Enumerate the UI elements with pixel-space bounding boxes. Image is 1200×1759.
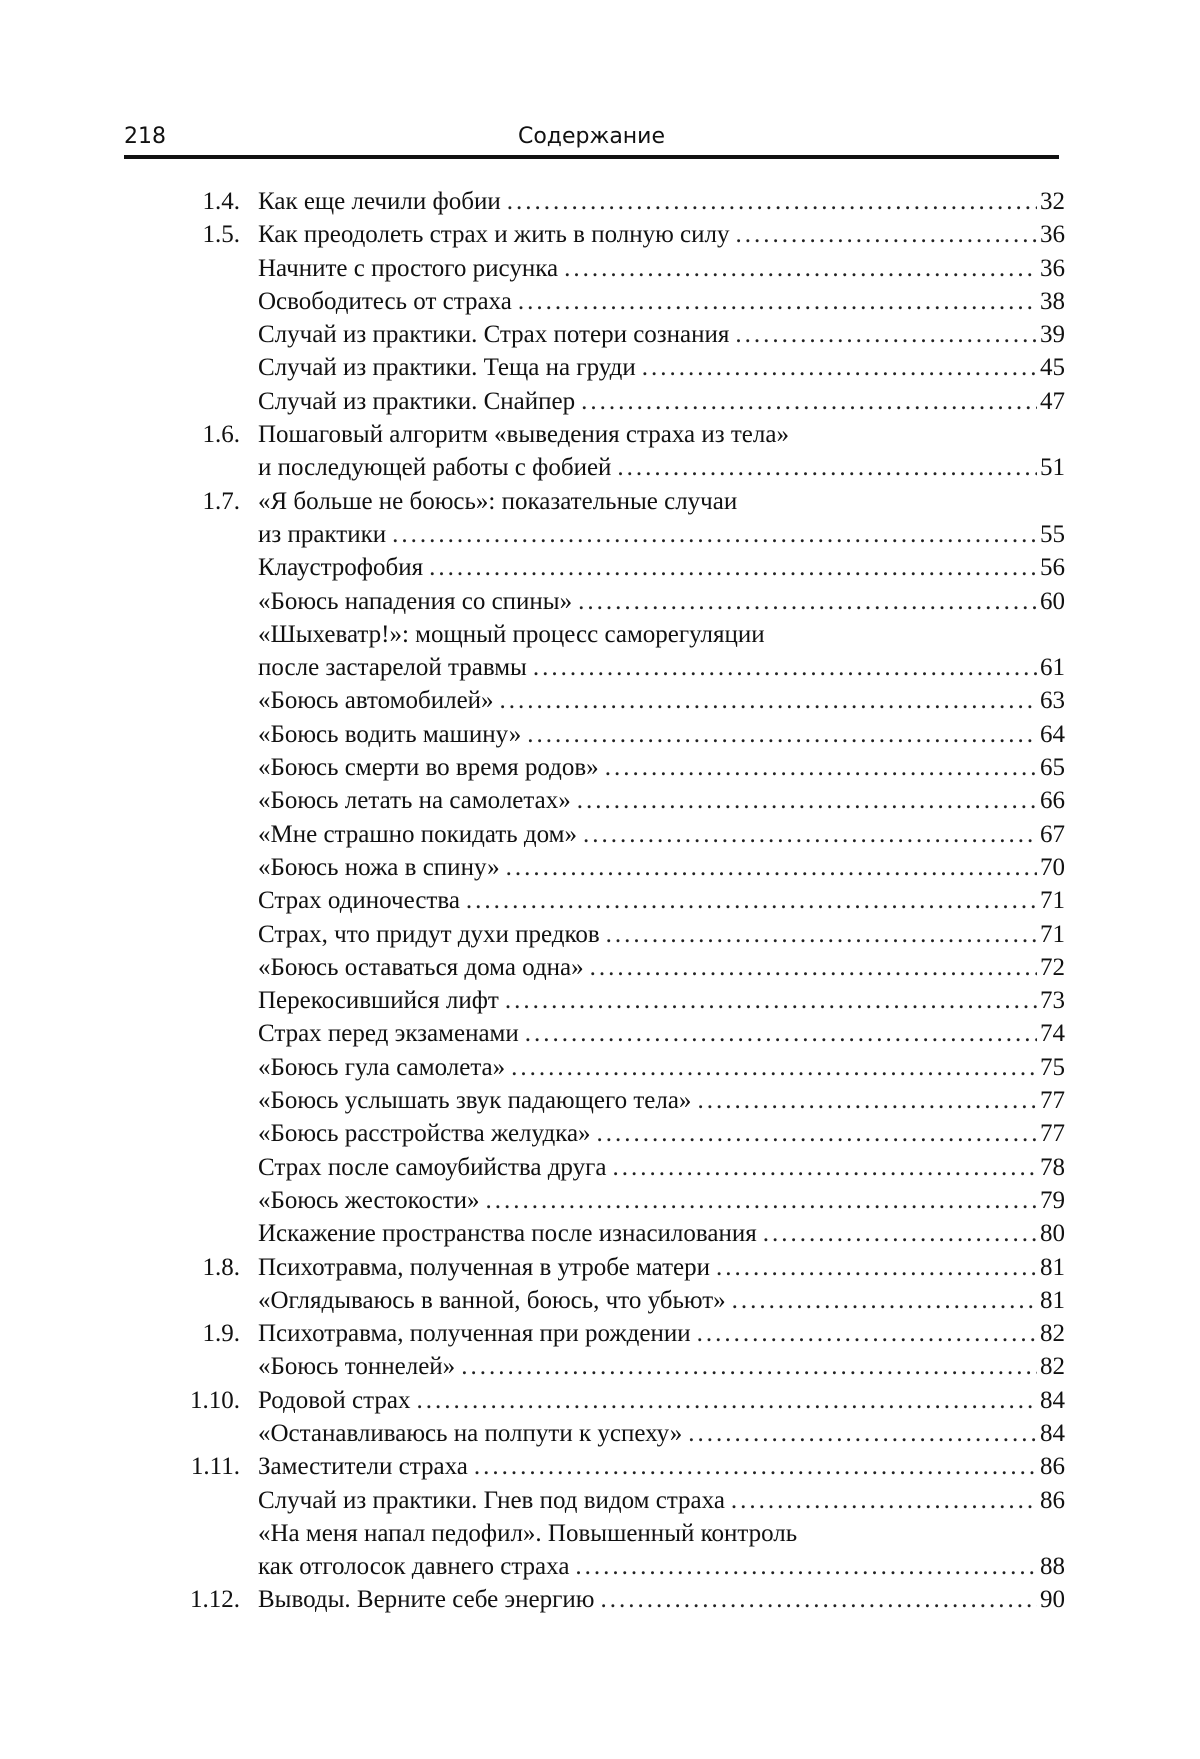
toc-entry-number: 1.8.: [202, 1253, 240, 1281]
toc-entry-page: 70: [1040, 853, 1065, 881]
toc-entry-line: [258, 318, 1065, 351]
toc-entry: [180, 218, 1065, 251]
toc-entry: [180, 918, 1065, 951]
toc-entry-line: [258, 1583, 1065, 1616]
toc-entry-title: «Боюсь смерти во время родов»: [258, 754, 599, 782]
toc-entry: [180, 1184, 1065, 1217]
toc-entry: [180, 551, 1065, 584]
toc-entry-line: [258, 1350, 1065, 1383]
toc-entry-page: 88: [1040, 1553, 1065, 1581]
dot-leader: [505, 1051, 1037, 1084]
toc-entry-page: 39: [1040, 321, 1065, 349]
toc-entry-title: Страх после самоубийства друга: [258, 1153, 607, 1181]
toc-entry-line: [258, 351, 1065, 384]
toc-entry-line: [258, 751, 1065, 784]
toc-entry-line: [258, 1384, 1065, 1417]
toc-entry-number: 1.7.: [202, 487, 240, 515]
toc-entry: [180, 252, 1065, 285]
dot-leader: [691, 1084, 1037, 1117]
toc-entry-page: 56: [1040, 554, 1065, 582]
toc-entry-line: [258, 951, 1065, 984]
toc-entry-page: 84: [1040, 1386, 1065, 1414]
toc-entry-title: «Боюсь автомобилей»: [258, 687, 494, 715]
toc-entry: [180, 818, 1065, 851]
toc-entry-title: «Я больше не боюсь»: показательные случаи: [258, 487, 738, 515]
toc-entry-page: 71: [1040, 920, 1065, 948]
toc-entry-line: [258, 1417, 1065, 1450]
toc-entry-title: Перекосившийся лифт: [258, 987, 499, 1015]
toc-entry-line: [258, 1550, 1065, 1583]
toc-entry: [180, 784, 1065, 817]
toc-entry: [180, 1450, 1065, 1483]
dot-leader: [569, 1550, 1037, 1583]
toc-entry-title: «На меня напал педофил». Повышенный контроль: [258, 1519, 798, 1547]
toc-entry-number: 1.11.: [190, 1453, 240, 1481]
toc-entry-number: 1.9.: [202, 1320, 240, 1348]
toc-entry-page: 80: [1040, 1220, 1065, 1248]
toc-entry-line: [258, 684, 1065, 717]
toc-entry: [180, 1517, 1065, 1550]
toc-entry-page: 77: [1040, 1087, 1065, 1115]
toc-entry-page: 71: [1040, 887, 1065, 915]
toc-entry: [180, 1550, 1065, 1583]
toc-entry-title: после застарелой травмы: [258, 654, 527, 682]
toc-entry-title: «Боюсь водить машину»: [258, 720, 522, 748]
running-title: Содержание: [517, 124, 666, 149]
toc-entry: [180, 1117, 1065, 1150]
toc-entry-title: Случай из практики. Снайпер: [258, 387, 576, 415]
toc-entry-title: «Боюсь услышать звук падающего тела»: [258, 1087, 692, 1115]
toc-entry: [180, 1017, 1065, 1050]
toc-entry-page: 61: [1040, 654, 1065, 682]
toc-entry-line: [258, 718, 1065, 751]
toc-entry-line: [258, 551, 1065, 584]
toc-entry-line: [258, 984, 1065, 1017]
toc-entry-title: Психотравма, полученная при рождении: [258, 1320, 691, 1348]
dot-leader: [423, 551, 1037, 584]
toc-entry-title: Освободитесь от страха: [258, 287, 512, 315]
toc-entry-title: Психотравма, полученная в утробе матери: [258, 1253, 711, 1281]
toc-entry: [180, 318, 1065, 351]
toc-entry-title: «Боюсь жестокости»: [258, 1186, 480, 1214]
toc-entry-page: 72: [1040, 953, 1065, 981]
toc-entry-title: Страх перед экзаменами: [258, 1020, 519, 1048]
toc-entry-line: [258, 285, 1065, 318]
toc-entry-number: 1.12.: [190, 1586, 240, 1614]
dot-leader: [468, 1450, 1037, 1483]
toc-entry-line: [258, 585, 1065, 618]
dot-leader: [594, 1583, 1037, 1616]
page-number: 218: [124, 124, 166, 149]
dot-leader: [521, 718, 1037, 751]
toc-entry: [180, 485, 1065, 518]
dot-leader: [599, 751, 1037, 784]
dot-leader: [527, 651, 1037, 684]
toc-entry-page: 84: [1040, 1419, 1065, 1447]
dot-leader: [636, 351, 1037, 384]
toc-entry: [180, 684, 1065, 717]
toc-entry-title: Страх одиночества: [258, 887, 460, 915]
toc-entry: [180, 851, 1065, 884]
toc-entry: [180, 1350, 1065, 1383]
toc-entry-line: [258, 1450, 1065, 1483]
running-header: [124, 118, 1059, 158]
toc-entry-title: Как еще лечили фобии: [258, 188, 501, 215]
toc-entry-title: Искажение пространства после изнасилования: [258, 1220, 757, 1248]
toc-entry-line: [258, 651, 1065, 684]
toc-entry-number: 1.4.: [202, 188, 240, 215]
toc-entry-line: [258, 385, 1065, 418]
toc-entry-line: [258, 1184, 1065, 1217]
toc-entry-page: 81: [1040, 1253, 1065, 1281]
toc-entry: [180, 1251, 1065, 1284]
toc-entry-title: «Боюсь летать на самолетах»: [258, 787, 571, 815]
dot-leader: [725, 1484, 1037, 1517]
dot-leader: [480, 1184, 1037, 1217]
toc-entry-title: «Боюсь тоннелей»: [258, 1353, 456, 1381]
toc-entry-title: и последующей работы с фобией: [258, 454, 612, 482]
dot-leader: [501, 185, 1037, 218]
toc-entry-page: 86: [1040, 1486, 1065, 1514]
toc-entry: [180, 951, 1065, 984]
toc-entry-line: [258, 185, 1065, 218]
toc-entry-title: «Мне страшно покидать дом»: [258, 820, 577, 848]
toc-entry: [180, 884, 1065, 917]
toc-entry: [180, 651, 1065, 684]
toc-entry-page: 79: [1040, 1186, 1065, 1214]
toc-entry-line: [258, 1251, 1065, 1284]
toc-entry-title: Выводы. Верните себе энергию: [258, 1586, 595, 1614]
toc-entry-page: 47: [1040, 387, 1065, 415]
toc-entry-page: 90: [1040, 1586, 1065, 1614]
dot-leader: [606, 1151, 1037, 1184]
toc-entry-line: [258, 252, 1065, 285]
dot-leader: [730, 218, 1038, 251]
toc-entry-page: 77: [1040, 1120, 1065, 1148]
toc-entry-page: 74: [1040, 1020, 1065, 1048]
toc-entry-line: [258, 818, 1065, 851]
toc-entry: [180, 751, 1065, 784]
toc-entry-title: «Боюсь оставаться дома одна»: [258, 953, 584, 981]
toc-entry-line: [258, 1151, 1065, 1184]
toc-entry-number: 1.6.: [202, 421, 240, 449]
toc-entry-line: [258, 1284, 1065, 1317]
dot-leader: [460, 884, 1037, 917]
toc-entry-page: 65: [1040, 754, 1065, 782]
toc-entry-line: [258, 1051, 1065, 1084]
toc-entry-title: «Боюсь ножа в спину»: [258, 853, 500, 881]
toc-entry: [180, 418, 1065, 451]
dot-leader: [455, 1350, 1037, 1383]
toc-entry: [180, 451, 1065, 484]
toc-entry-title: Родовой страх: [258, 1386, 411, 1414]
dot-leader: [591, 1117, 1037, 1150]
toc-entry-page: 64: [1040, 720, 1065, 748]
toc-entry-page: 63: [1040, 687, 1065, 715]
toc-entry-title: из практики: [258, 520, 387, 548]
toc-entry: [180, 618, 1065, 651]
toc-entry: [180, 1317, 1065, 1350]
dot-leader: [410, 1384, 1037, 1417]
toc-entry-line: [258, 485, 1065, 518]
toc-entry: [180, 1484, 1065, 1517]
toc-entry-title: Клаустрофобия: [258, 554, 424, 582]
toc-entry-page: 55: [1040, 520, 1065, 548]
toc-entry-page: 67: [1040, 820, 1065, 848]
toc-entry-title: «Боюсь гула самолета»: [258, 1053, 506, 1081]
toc-entry-page: 60: [1040, 587, 1065, 615]
toc-entry-page: 36: [1040, 254, 1065, 282]
toc-entry-title: Заместители страха: [258, 1453, 468, 1481]
dot-leader: [519, 1017, 1037, 1050]
toc-entry-line: [258, 618, 1065, 651]
dot-leader: [558, 252, 1037, 285]
toc-entry: [180, 1583, 1065, 1616]
toc-entry: [180, 351, 1065, 384]
toc-entry: [180, 1051, 1065, 1084]
toc-entry: [180, 1217, 1065, 1250]
toc-entry-title: Случай из практики. Гнев под видом страха: [258, 1486, 725, 1514]
toc-entry-page: 45: [1040, 354, 1065, 382]
toc-entry-page: 86: [1040, 1453, 1065, 1481]
toc-entry-line: [258, 918, 1065, 951]
toc-entry-line: [258, 1517, 1065, 1550]
toc-entry-title: Случай из практики. Страх потери сознания: [258, 321, 730, 349]
toc-entry: [180, 1284, 1065, 1317]
dot-leader: [572, 585, 1037, 618]
dot-leader: [726, 1284, 1037, 1317]
dot-leader: [691, 1317, 1037, 1350]
header-rule: [124, 155, 1059, 159]
toc-entry: [180, 385, 1065, 418]
toc-entry: [180, 718, 1065, 751]
dot-leader: [710, 1251, 1037, 1284]
toc-entry-title: Начните с простого рисунка: [258, 254, 559, 282]
toc-entry-page: 38: [1040, 287, 1065, 315]
toc-entry-page: 66: [1040, 787, 1065, 815]
toc-entry: [180, 518, 1065, 551]
dot-leader: [584, 951, 1037, 984]
toc-entry: [180, 1151, 1065, 1184]
toc-entry-line: [258, 451, 1065, 484]
dot-leader: [571, 784, 1037, 817]
toc-entry-title: Как преодолеть страх и жить в полную силу: [258, 221, 730, 249]
dot-leader: [577, 818, 1037, 851]
dot-leader: [575, 385, 1037, 418]
toc-entry-line: [258, 1317, 1065, 1350]
dot-leader: [757, 1217, 1037, 1250]
toc-entry-line: [258, 1084, 1065, 1117]
table-of-contents: [180, 185, 1065, 1617]
toc-entry-page: 51: [1040, 454, 1065, 482]
dot-leader: [600, 918, 1037, 951]
dot-leader: [494, 684, 1037, 717]
toc-entry-line: [258, 218, 1065, 251]
dot-leader: [499, 984, 1037, 1017]
toc-entry-line: [258, 1117, 1065, 1150]
toc-entry-page: 36: [1040, 221, 1065, 249]
dot-leader: [682, 1417, 1037, 1450]
toc-entry-page: 82: [1040, 1353, 1065, 1381]
toc-entry-title: Пошаговый алгоритм «выведения страха из тела»: [258, 421, 789, 449]
dot-leader: [611, 451, 1037, 484]
toc-entry-number: 1.10.: [190, 1386, 240, 1414]
toc-entry-line: [258, 1217, 1065, 1250]
toc-entry: [180, 1384, 1065, 1417]
dot-leader: [386, 518, 1037, 551]
toc-entry-title: «Останавливаюсь на полпути к успеху»: [258, 1419, 683, 1447]
toc-entry-page: 82: [1040, 1320, 1065, 1348]
toc-entry-line: [258, 784, 1065, 817]
toc-entry-title: «Шыхеватр!»: мощный процесс саморегуляции: [258, 620, 765, 648]
toc-entry: [180, 585, 1065, 618]
toc-entry-page: 78: [1040, 1153, 1065, 1181]
toc-entry-line: [258, 1017, 1065, 1050]
toc-entry-number: 1.5.: [202, 221, 240, 249]
toc-entry-page: 75: [1040, 1053, 1065, 1081]
dot-leader: [512, 285, 1037, 318]
toc-entry-line: [258, 518, 1065, 551]
toc-entry-title: Случай из практики. Теща на груди: [258, 354, 636, 382]
toc-entry-line: [258, 884, 1065, 917]
dot-leader: [500, 851, 1037, 884]
toc-entry-title: как отголосок давнего страха: [258, 1553, 570, 1581]
toc-entry-title: «Оглядываюсь в ванной, боюсь, что убьют»: [258, 1286, 726, 1314]
toc-entry: [180, 1084, 1065, 1117]
toc-entry-line: [258, 851, 1065, 884]
toc-entry-title: «Боюсь нападения со спины»: [258, 587, 573, 615]
toc-entry-title: «Боюсь расстройства желудка»: [258, 1120, 591, 1148]
toc-entry: [180, 984, 1065, 1017]
toc-entry-line: [258, 1484, 1065, 1517]
toc-entry: [180, 1417, 1065, 1450]
toc-entry-page: 73: [1040, 987, 1065, 1015]
toc-entry: [180, 185, 1065, 218]
toc-entry-line: [258, 418, 1065, 451]
toc-entry: [180, 285, 1065, 318]
toc-entry-page: 32: [1040, 188, 1065, 215]
toc-entry-page: 81: [1040, 1286, 1065, 1314]
dot-leader: [729, 318, 1037, 351]
toc-entry-title: Страх, что придут духи предков: [258, 920, 600, 948]
